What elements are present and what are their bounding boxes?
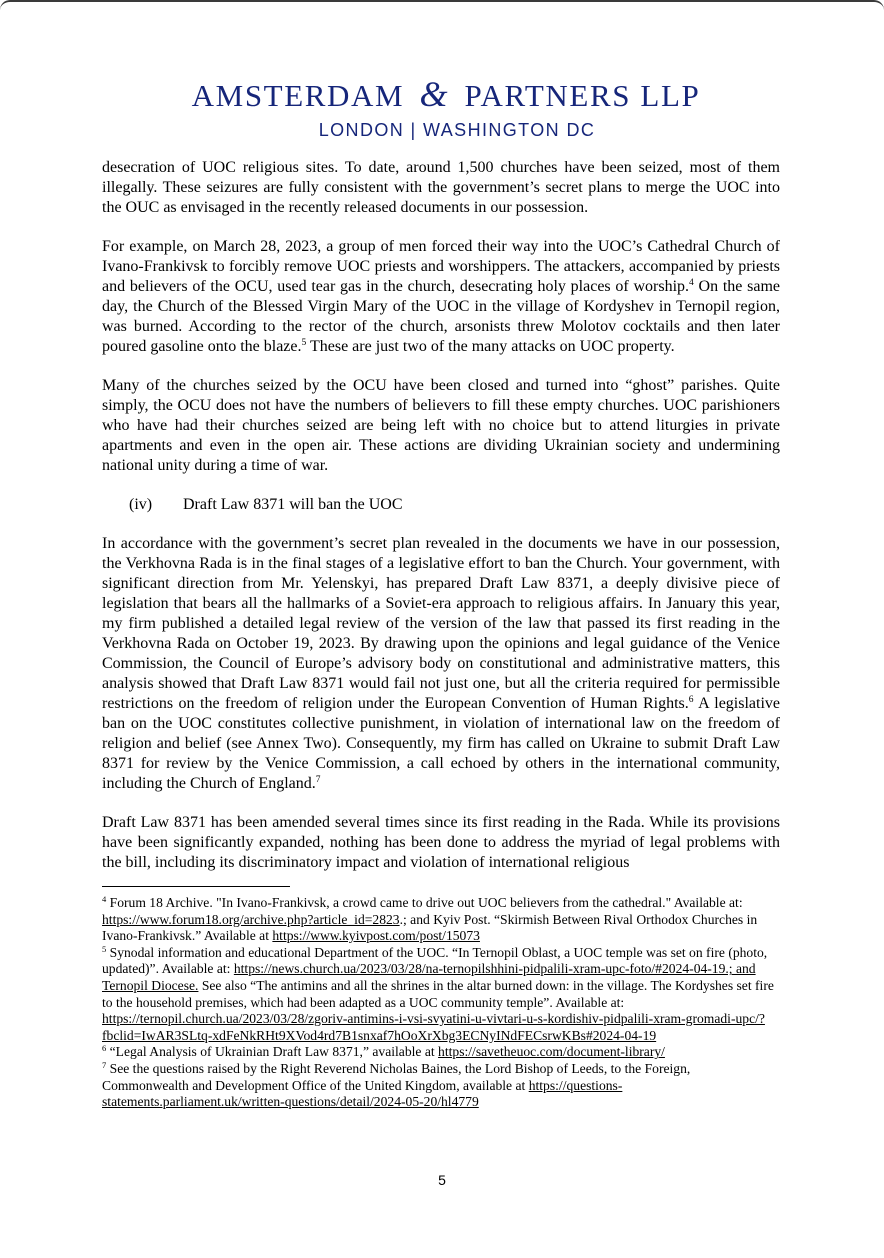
firm-name-part2: PARTNERS LLP (464, 78, 701, 113)
section-title: Draft Law 8371 will ban the UOC (183, 496, 403, 513)
paragraph-desecration (102, 158, 780, 218)
footnote-6 (102, 1044, 780, 1061)
section-heading (129, 495, 780, 515)
paragraph-ghost-parishes (102, 376, 780, 476)
footnote-link[interactable]: https://questions-statements.parliament.uk/written-questions/detail/2024-05-20/hl4779 (102, 1077, 623, 1110)
office-locations: LONDON | WASHINGTON DC (318, 120, 596, 140)
ampersand-glyph: & (419, 74, 450, 114)
footnote-number: 6 (102, 1043, 107, 1054)
footnote-link[interactable]: https://www.forum18.org/archive.php?article_id=2823 (102, 911, 400, 927)
footnote-ref-6[interactable]: 6 (688, 695, 694, 705)
paragraph-text: For example, on March 28, 2023, a group of men forced their way into the UOC’s Cathedral Church of Ivano-Frankivsk to forcibly remove UOC priests and worshippers. The attackers, accompanied by priests and believers of the OCU, used tear gas in the church, desecrating holy places of worship. (102, 238, 780, 295)
footnote-text: See also “The antimins and all the shrines in the altar burned down: in the village. The Kordyshes set fire to the household premises, which had been adapted as a UOC community temple”. Available at: (102, 977, 774, 1010)
firm-name (8, 76, 884, 114)
footnote-text: “Legal Analysis of Ukrainian Draft Law 8371,” available at (106, 1044, 439, 1060)
paragraph-draft-law (102, 534, 780, 794)
footnote-link[interactable]: https://www.kyivpost.com/post/15073 (272, 928, 480, 944)
footnote-ref-5[interactable]: 5 (301, 338, 307, 348)
paragraph-text: Draft Law 8371 has been amended several times since its first reading in the Rada. While its provisions have been significantly expanded, nothing has been done to address the myriad of legal problems with the bill, including its discriminatory impact and violation of international religious (102, 814, 780, 871)
paragraph-text: desecration of UOC religious sites. To date, around 1,500 churches have been seized, most of them illegally. These seizures are fully consistent with the government’s secret plans to merge the UOC into the OUC as envisaged in the recently released documents in our possession. (102, 159, 780, 216)
footnotes (102, 895, 780, 1111)
paragraph-text: These are just two of the many attacks on UOC property. (306, 338, 675, 355)
paragraph-text: Many of the churches seized by the OCU have been closed and turned into “ghost” parishes. Quite simply, the OCU does not have the numbers of believers to fill these empty churches. UOC parishioners who have had their churches seized are being left with no choice but to attend liturgies in private apartments and even in the open air. These actions are dividing Ukrainian society and undermining national unity during a time of war. (102, 377, 780, 474)
page-number: 5 (438, 1172, 446, 1188)
footnote-separator (102, 886, 290, 887)
footnote-4 (102, 895, 780, 945)
footnote-text: Synodal information and educational Department of the UOC. “In Ternopil Oblast, a UOC temple was set on fire (photo, updated)”. Available at: (102, 944, 768, 977)
footnote-text: See the questions raised by the Right Reverend Nicholas Baines, the Lord Bishop of Leeds, to the Foreign, Commonwealth and Development Office of the United Kingdom, available at (102, 1060, 691, 1093)
paragraph-amendments (102, 813, 780, 873)
footnote-5 (102, 945, 780, 1045)
footnote-ref-7[interactable]: 7 (315, 775, 321, 785)
footnote-number: 5 (102, 943, 107, 954)
footnote-link[interactable]: https://savetheuoc.com/document-library/ (438, 1044, 665, 1060)
footnote-link[interactable]: https://ternopil.church.ua/2023/03/28/zgoriv-antimins-i-vsi-svyatini-u-vivtari-u-s-kordishiv-pidpalili-xram-gromadi-upc/?fbclid=IwAR3SLtq-xdFeNkRHt9XVod4rd7B1snxaf7hOoXrXbg3ECNyINdFECsrwKBs#2024-04-19 (102, 1011, 765, 1043)
paragraph-text: In accordance with the government’s secret plan revealed in the documents we have in our possession, the Verkhovna Rada is in the final stages of a legislative effort to ban the Church. Your government, with significant direction from Mr. Yelenskyi, has prepared Draft Law 8371, a deeply divisive piece of legislation that bears all the hallmarks of a Soviet-era approach to religious affairs. In January this year, my firm published a detailed legal review of the version of the law that passed its first reading in the Verkhovna Rada on October 19, 2023. By drawing upon the opinions and legal guidance of the Venice Commission, the Council of Europe’s advisory body on constitutional and administrative matters, this analysis showed that Draft Law 8371 would fail not just one, but all the criteria required for permissible restrictions on the freedom of religion under the European Convention of Human Rights. (102, 535, 780, 712)
footnote-7 (102, 1061, 780, 1111)
footnote-link[interactable]: https://news.church.ua/2023/03/28/na-ternopilshhini-pidpalili-xram-upc-foto/#2024-04-19.; and Ternopil Diocese. (102, 961, 756, 993)
document-body (102, 158, 780, 1111)
paragraph-text: A legislative ban on the UOC constitutes collective punishment, in violation of international law on the freedom of religion and belief (see Annex Two). Consequently, my firm has called on Ukraine to submit Draft Law 8371 for review by the Venice Commission, a call echoed by others in the international community, including the Church of England. (102, 695, 781, 792)
firm-name-part1: AMSTERDAM (191, 78, 405, 113)
footnote-text: .; and Kyiv Post. “Skirmish Between Rival Orthodox Churches in Ivano-Frankivsk.” Available at (102, 911, 758, 944)
footnote-text: Forum 18 Archive. "In Ivano-Frankivsk, a crowd came to drive out UOC believers from the cathedral." Available at: (106, 895, 743, 910)
paragraph-example-attacks (102, 237, 780, 357)
footnote-number: 4 (102, 894, 107, 904)
section-number: (iv) (129, 496, 153, 513)
footnote-number: 7 (102, 1059, 107, 1070)
footnote-ref-4[interactable]: 4 (689, 278, 694, 288)
paragraph-text: On the same day, the Church of the Blessed Virgin Mary of the UOC in the village of Kordyshev in Ternopil region, was burned. According to the rector of the church, arsonists threw Molotov cocktails and then later poured gasoline onto the blaze. (102, 278, 780, 355)
letterhead (0, 76, 884, 141)
